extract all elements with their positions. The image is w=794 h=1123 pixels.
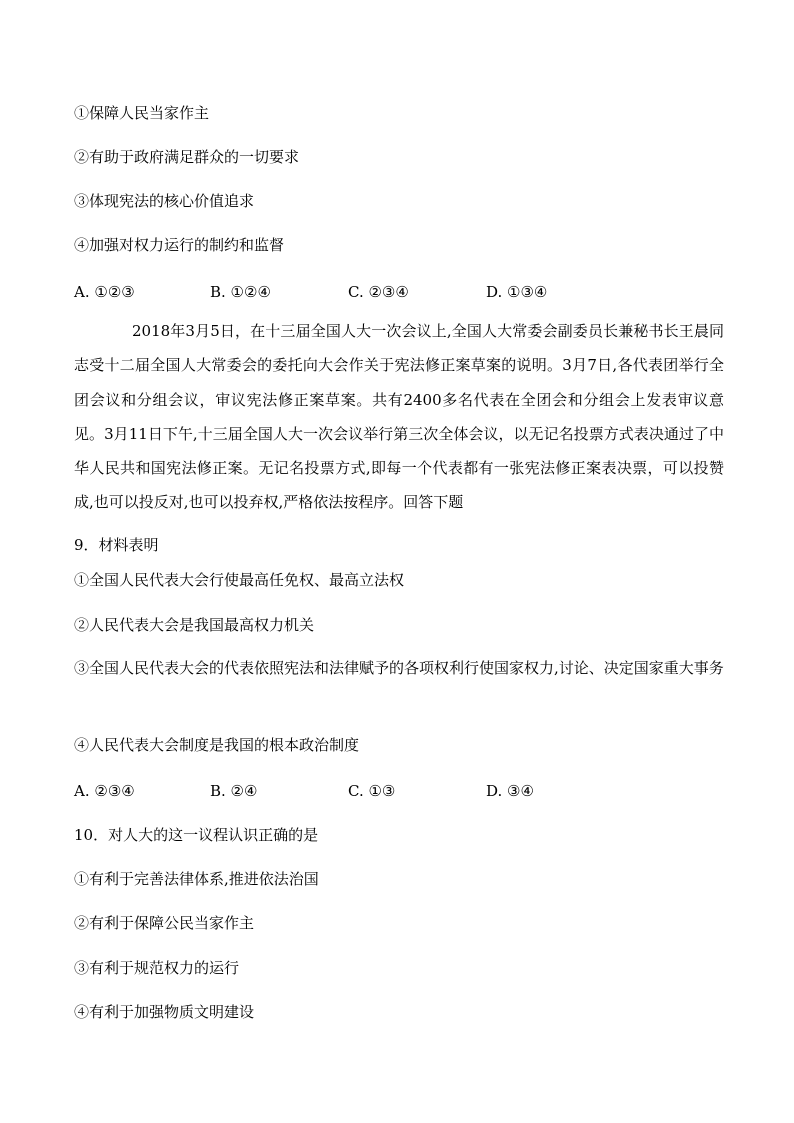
q9-option-d: D. ③④ xyxy=(486,782,534,800)
q8-item-2: ②有助于政府满足群众的一切要求 xyxy=(74,148,300,166)
q9-stem: 9．材料表明 xyxy=(74,536,159,554)
q10-stem: 10．对人大的这一议程认识正确的是 xyxy=(74,826,319,844)
q10-item-4: ④有利于加强物质文明建设 xyxy=(74,1003,255,1021)
q9-item-4: ④人民代表大会制度是我国的根本政治制度 xyxy=(74,736,360,754)
q10-item-3: ③有利于规范权力的运行 xyxy=(74,959,240,977)
material-paragraph: 2018年3月5日，在十三届全国人大一次会议上,全国人大常委会副委员长兼秘书长王晨同志受十二届全国人大常委会的委托向大会作关于宪法修正案草案的说明。3月7日,各代表团举行全团会议和分组会议，审议宪法修正案草案。共有2400多名代表在全团会和分组会上发表审议意见。3月11日下午,十三届全国人大一次会议举行第三次全体会议，以无记名投票方式表决通过了中华人民共和国宪法修正案。无记名投票方式,即每一个代表都有一张宪法修正案表决票，可以投赞成,也可以投反对,也可以投弃权,严格依法按程序。回答下题 xyxy=(74,322,724,512)
q9-option-a: A. ②③④ xyxy=(74,782,135,800)
q10-item-1: ①有利于完善法律体系,推进依法治国 xyxy=(74,870,319,888)
q8-item-4: ④加强对权力运行的制约和监督 xyxy=(74,236,285,254)
q8-item-3: ③体现宪法的核心价值追求 xyxy=(74,192,255,210)
q8-option-a: A. ①②③ xyxy=(74,283,135,301)
q8-item-1: ①保障人民当家作主 xyxy=(74,104,210,122)
q9-item-3: ③全国人民代表大会的代表依照宪法和法律赋予的各项权利行使国家权力,讨论、决定国家重大事务 xyxy=(74,659,724,677)
q8-option-c: C. ②③④ xyxy=(348,283,409,301)
q10-item-2: ②有利于保障公民当家作主 xyxy=(74,914,255,932)
q9-option-b: B. ②④ xyxy=(210,782,258,800)
q8-option-d: D. ①③④ xyxy=(486,283,548,301)
q9-option-c: C. ①③ xyxy=(348,782,396,800)
q8-option-b: B. ①②④ xyxy=(210,283,271,301)
q9-item-1: ①全国人民代表大会行使最高任免权、最高立法权 xyxy=(74,571,405,589)
q9-item-2: ②人民代表大会是我国最高权力机关 xyxy=(74,616,315,634)
